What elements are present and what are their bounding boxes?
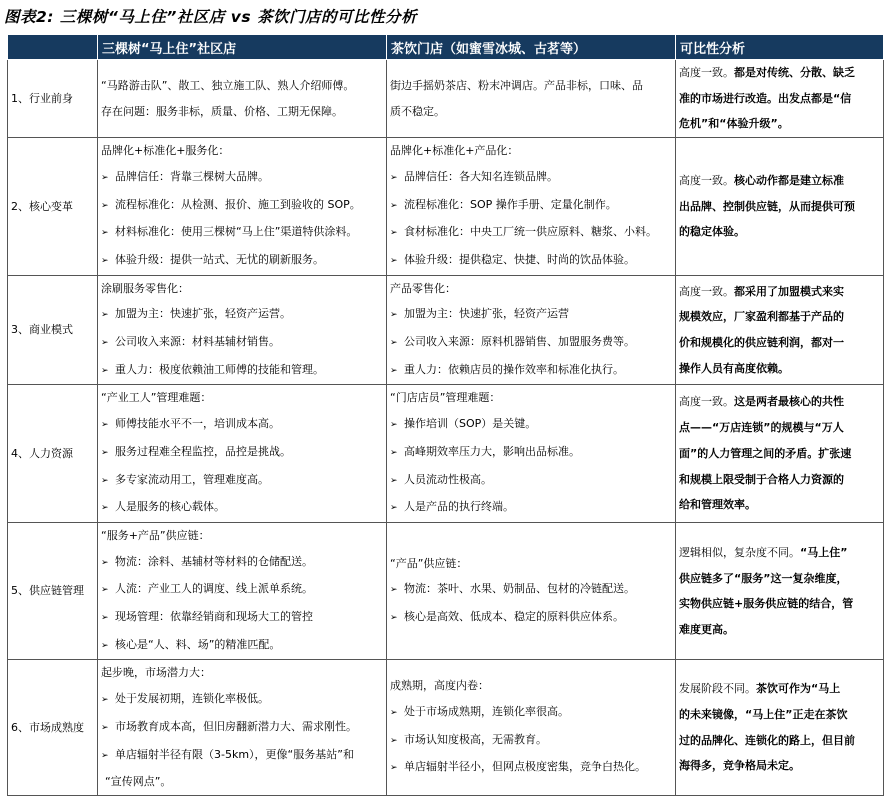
table-row: [8, 138, 884, 276]
tea-store-cell: [387, 522, 676, 660]
comparability-detail: 过的品牌化、连锁化的路上，但目前: [679, 733, 855, 747]
figure-title: 图表2: 三棵树“马上住”社区店 vs 茶饮门店的可比性分析: [4, 8, 417, 26]
arrow-bullet-icon: ➢: [101, 475, 109, 486]
comparability-verdict: 高度一致。: [679, 284, 734, 298]
comparability-verdict: 高度一致。: [679, 173, 734, 187]
comparability-detail: 给和管理效率。: [679, 498, 756, 512]
bullet-text: 重人力：依赖店员的操作效率和标准化执行。: [404, 362, 624, 376]
arrow-bullet-icon: ➢: [101, 585, 109, 596]
bullet-text: 市场认知度极高，无需教育。: [404, 732, 547, 746]
comparability-cell: [676, 275, 884, 385]
cell-line: 存在问题：服务非标，质量、价格、工期无保障。: [101, 104, 343, 118]
comparability-detail: 这是两者最核心的共性: [734, 395, 844, 409]
bullet-continuation: “宣传网点”。: [105, 775, 172, 789]
cell-heading: 产品零售化：: [390, 281, 456, 295]
arrow-bullet-icon: ➢: [390, 228, 398, 239]
header-comparability: 可比性分析: [676, 35, 884, 60]
sankeshu-cell: [98, 60, 387, 138]
bullet-text: 流程标准化：SOP 操作手册、定量化制作。: [404, 197, 617, 211]
comparability-detail: 操作人员有高度依赖。: [679, 361, 789, 375]
bullet-text: 公司收入来源：原料机器销售、加盟服务费等。: [404, 335, 635, 349]
dimension-cell: 3、商业模式: [8, 275, 98, 385]
arrow-bullet-icon: ➢: [101, 640, 109, 651]
tea-store-cell: [387, 60, 676, 138]
sankeshu-cell: [98, 522, 387, 660]
bullet-text: 流程标准化：从检测、报价、施工到验收的 SOP。: [115, 197, 361, 211]
sankeshu-cell: [98, 385, 387, 523]
header-sankeshu: 三棵树“马上住”社区店: [98, 35, 387, 60]
cell-heading: 品牌化+标准化+产品化：: [390, 144, 519, 158]
bullet-text: 操作培训（SOP）是关键。: [404, 417, 537, 431]
arrow-bullet-icon: ➢: [390, 735, 398, 746]
arrow-bullet-icon: ➢: [101, 447, 109, 458]
sankeshu-cell: [98, 275, 387, 385]
bullet-text: 高峰期效率压力大，影响出品标准。: [404, 444, 580, 458]
bullet-text: 加盟为主：快速扩张，轻资产运营。: [115, 307, 291, 321]
cell-heading: “门店店员”管理难题：: [390, 391, 501, 405]
bullet-text: 加盟为主：快速扩张，轻资产运营: [404, 307, 569, 321]
arrow-bullet-icon: ➢: [390, 503, 398, 514]
comparability-detail: 都采用了加盟模式来实: [734, 284, 844, 298]
header-tea-store: 茶饮门店（如蜜雪冰城、古茗等）: [387, 35, 676, 60]
bullet-text: 单店辐射半径有限（3-5km），更像“服务基站”和: [115, 747, 354, 761]
bullet-text: 处于市场成熟期，连锁化率很高。: [404, 705, 569, 719]
comparability-detail: 的稳定体验。: [679, 225, 745, 239]
arrow-bullet-icon: ➢: [390, 172, 398, 183]
arrow-bullet-icon: ➢: [101, 310, 109, 321]
tea-store-cell: [387, 275, 676, 385]
bullet-text: 品牌信任：各大知名连锁品牌。: [404, 169, 558, 183]
bullet-text: 单店辐射半径小，但网点极度密集，竞争白热化。: [404, 760, 646, 774]
bullet-text: 重人力：极度依赖油工师傅的技能和管理。: [115, 362, 324, 376]
bullet-text: 物流：茶叶、水果、奶制品、包材的冷链配送。: [404, 582, 635, 596]
dimension-cell: 1、行业前身: [8, 60, 98, 138]
cell-heading: “服务+产品”供应链：: [101, 528, 210, 542]
arrow-bullet-icon: ➢: [101, 695, 109, 706]
cell-line: 质不稳定。: [390, 104, 445, 118]
dimension-cell: 2、核心变革: [8, 138, 98, 276]
arrow-bullet-icon: ➢: [101, 420, 109, 431]
comparability-cell: [676, 385, 884, 523]
bullet-text: 师傅技能水平不一，培训成本高。: [115, 417, 280, 431]
bullet-text: 多专家流动用工，管理难度高。: [115, 472, 269, 486]
arrow-bullet-icon: ➢: [101, 503, 109, 514]
comparability-detail: 实物供应链+服务供应链的结合，管: [679, 597, 854, 611]
sankeshu-cell: [98, 138, 387, 276]
bullet-text: 人员流动性极高。: [404, 472, 492, 486]
table-row: [8, 660, 884, 796]
comparability-detail: 难度更高。: [679, 622, 734, 636]
tea-store-cell: [387, 660, 676, 796]
table-row: [8, 275, 884, 385]
comparability-cell: [676, 60, 884, 138]
comparability-detail: 价和规模化的供应链利润，都对一: [679, 336, 844, 350]
arrow-bullet-icon: ➢: [390, 763, 398, 774]
comparability-detail: 和规模上限受制于合格人力资源的: [679, 472, 844, 486]
dimension-cell: 4、人力资源: [8, 385, 98, 523]
comparability-cell: [676, 522, 884, 660]
bullet-text: 核心是高效、低成本、稳定的原料供应体系。: [404, 610, 624, 624]
comparison-table: [7, 34, 884, 796]
dimension-cell: 6、市场成熟度: [8, 660, 98, 796]
arrow-bullet-icon: ➢: [390, 338, 398, 349]
arrow-bullet-icon: ➢: [101, 722, 109, 733]
sankeshu-cell: [98, 660, 387, 796]
cell-line: 街边手摇奶茶店、粉末冲调店。产品非标，口味、品: [390, 78, 643, 92]
header-dimension: [8, 35, 98, 60]
comparability-cell: [676, 138, 884, 276]
arrow-bullet-icon: ➢: [390, 200, 398, 211]
cell-heading: “产品”供应链：: [390, 556, 468, 570]
table-row: [8, 60, 884, 138]
bullet-text: 核心是“人、料、场”的精准匹配。: [115, 637, 281, 651]
comparability-detail: 供应链多了“服务”这一复杂维度，: [679, 571, 848, 585]
arrow-bullet-icon: ➢: [390, 613, 398, 624]
bullet-text: 市场教育成本高，但旧房翻新潜力大、需求刚性。: [115, 719, 357, 733]
bullet-text: 品牌信任：背靠三棵树大品牌。: [115, 169, 269, 183]
arrow-bullet-icon: ➢: [101, 255, 109, 266]
bullet-text: 体验升级：提供一站式、无忧的刷新服务。: [115, 252, 324, 266]
arrow-bullet-icon: ➢: [390, 255, 398, 266]
bullet-text: 服务过程难全程监控，品控是挑战。: [115, 444, 291, 458]
header-row: [8, 35, 884, 60]
bullet-text: 物流：涂料、基辅材等材料的仓储配送。: [115, 554, 313, 568]
comparability-detail: 茶饮可作为“马上: [756, 682, 841, 696]
arrow-bullet-icon: ➢: [390, 708, 398, 719]
arrow-bullet-icon: ➢: [390, 365, 398, 376]
arrow-bullet-icon: ➢: [101, 172, 109, 183]
bullet-text: 公司收入来源：材料基辅材销售。: [115, 335, 280, 349]
arrow-bullet-icon: ➢: [101, 338, 109, 349]
arrow-bullet-icon: ➢: [101, 200, 109, 211]
cell-heading: “产业工人”管理难题：: [101, 391, 212, 405]
bullet-text: 体验升级：提供稳定、快捷、时尚的饮品体验。: [404, 252, 635, 266]
bullet-text: 人流：产业工人的调度、线上派单系统。: [115, 582, 313, 596]
comparability-detail: 危机”和“体验升级”。: [679, 117, 789, 131]
comparability-detail: 准的市场进行改造。出发点都是“信: [679, 91, 852, 105]
comparability-verdict: 高度一致。: [679, 66, 734, 79]
bullet-text: 现场管理：依靠经销商和现场大工的管控: [115, 610, 313, 624]
table-row: [8, 522, 884, 660]
bullet-text: 食材标准化：中央工厂统一供应原料、糖浆、小料。: [404, 225, 657, 239]
comparability-verdict: 逻辑相似，复杂度不同。: [679, 545, 800, 559]
comparability-detail: “马上住”: [800, 545, 848, 559]
tea-store-cell: [387, 385, 676, 523]
arrow-bullet-icon: ➢: [390, 585, 398, 596]
cell-heading: 成熟期，高度内卷：: [390, 679, 489, 693]
bullet-text: 人是产品的执行终端。: [404, 500, 514, 514]
comparability-detail: 面”的人力管理之间的矛盾。扩张速: [679, 446, 852, 460]
comparability-cell: [676, 660, 884, 796]
comparability-detail: 规模效应，厂家盈利都基于产品的: [679, 310, 844, 324]
dimension-cell: 5、供应链管理: [8, 522, 98, 660]
bullet-text: 处于发展初期，连锁化率极低。: [115, 692, 269, 706]
arrow-bullet-icon: ➢: [390, 447, 398, 458]
bullet-text: 材料标准化：使用三棵树“马上住”渠道特供涂料。: [115, 225, 358, 239]
bullet-text: 人是服务的核心载体。: [115, 500, 225, 514]
arrow-bullet-icon: ➢: [390, 420, 398, 431]
table-row: [8, 385, 884, 523]
arrow-bullet-icon: ➢: [101, 557, 109, 568]
comparability-verdict: 高度一致。: [679, 395, 734, 409]
arrow-bullet-icon: ➢: [101, 613, 109, 624]
arrow-bullet-icon: ➢: [101, 228, 109, 239]
cell-heading: 起步晚，市场潜力大：: [101, 666, 211, 680]
comparability-detail: 核心动作都是建立标准: [734, 173, 844, 187]
comparability-detail: 的未来镜像，“马上住”正走在茶饮: [679, 708, 848, 722]
comparability-detail: 都是对传统、分散、缺乏: [734, 66, 855, 79]
arrow-bullet-icon: ➢: [101, 365, 109, 376]
cell-heading: 涂刷服务零售化：: [101, 281, 189, 295]
arrow-bullet-icon: ➢: [101, 750, 109, 761]
comparability-verdict: 发展阶段不同。: [679, 682, 756, 696]
cell-heading: 品牌化+标准化+服务化：: [101, 144, 230, 158]
cell-line: “马路游击队”、散工、独立施工队、熟人介绍师傅。: [101, 78, 355, 92]
comparability-detail: 出品牌、控制供应链，从而提供可预: [679, 199, 855, 213]
comparability-detail: 海得多，竞争格局未定。: [679, 759, 800, 773]
arrow-bullet-icon: ➢: [390, 475, 398, 486]
arrow-bullet-icon: ➢: [390, 310, 398, 321]
tea-store-cell: [387, 138, 676, 276]
comparability-detail: 点——“万店连锁”的规模与“万人: [679, 421, 844, 435]
